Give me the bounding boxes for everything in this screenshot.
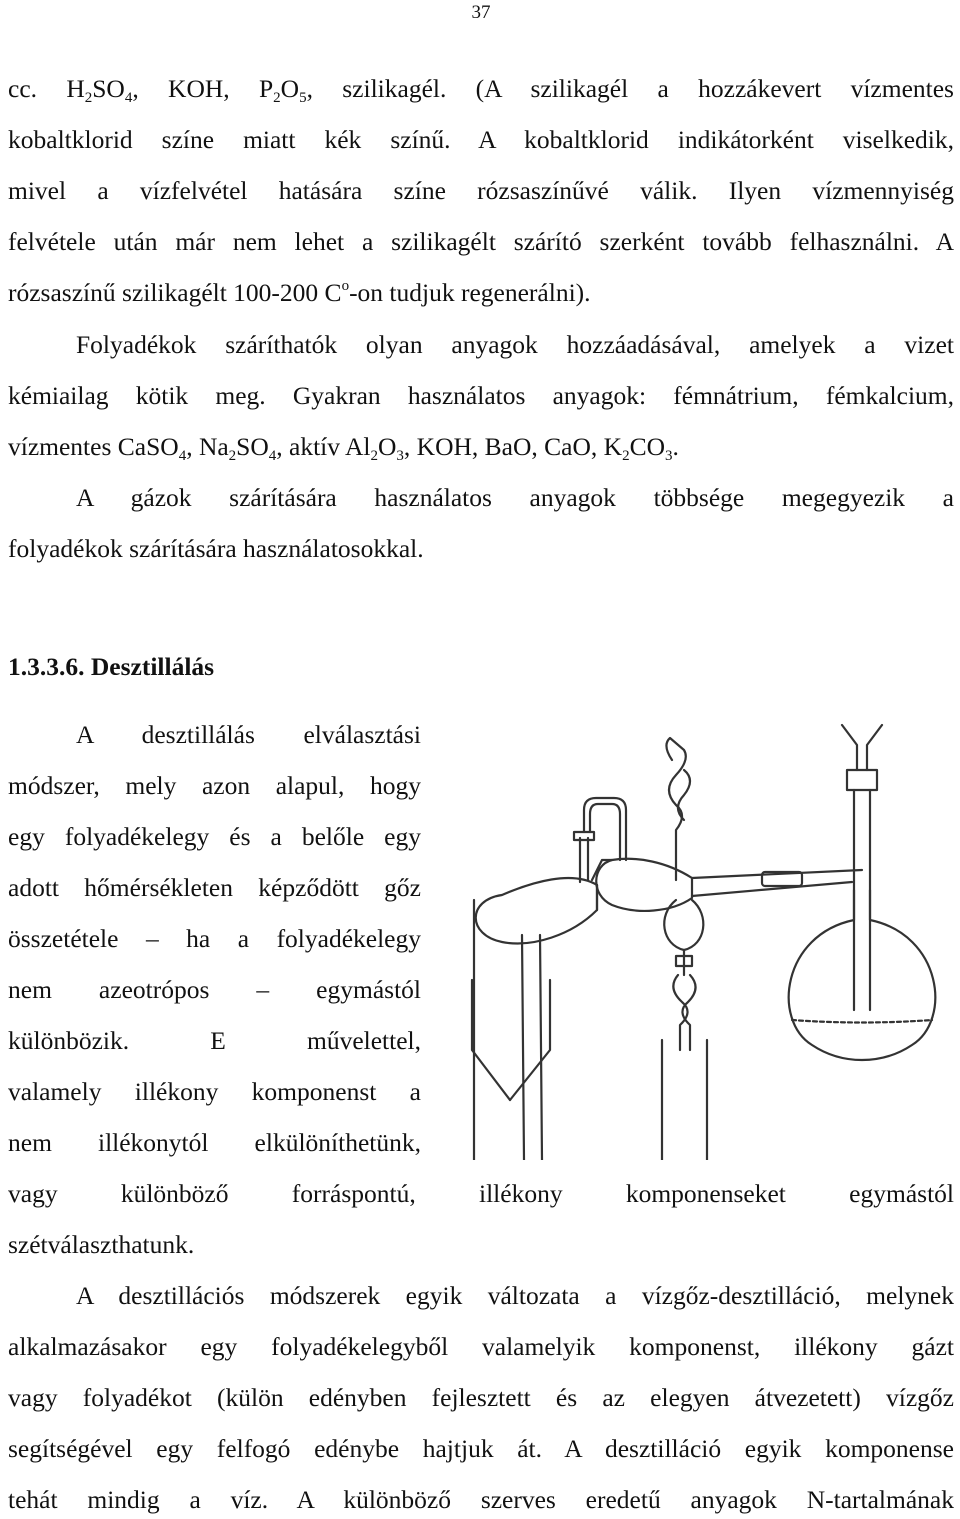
text-line: adott hőmérsékleten képződött gőz — [8, 873, 421, 902]
text-line: kémiailag kötik meg. Gyakran használatos anyagok: fémnátrium, fémkalcium, — [8, 381, 954, 410]
text-line: nem illékonytól elkülöníthetünk, — [8, 1128, 421, 1157]
distillation-apparatus-figure — [462, 720, 952, 1160]
text-line: A desztillálás elválasztási — [76, 720, 421, 749]
text-line: felvétele után már nem lehet a szilikagélt szárító szerként tovább felhasználni. A — [8, 227, 954, 256]
receiving-flask — [789, 890, 936, 1060]
text-line: szétválaszthatunk. — [8, 1230, 195, 1259]
text-line: kobaltklorid színe miatt kék színű. A kobaltklorid indikátorként viselkedik, — [8, 125, 954, 154]
connecting-tube — [584, 798, 626, 860]
text-line: A desztillációs módszerek egyik változata a vízgőz-desztilláció, melynek — [76, 1281, 954, 1310]
text-line: tehát mindig a víz. A különböző szerves eredetű anyagok N-tartalmának — [8, 1485, 954, 1514]
support-stand — [474, 900, 542, 1160]
distilling-flask — [596, 859, 862, 911]
text-line: vízmentes CaSO$_4$, $Na_2SO_4$, aktív $Al_2O_3$, KOH, BaO, CaO, $K_2CO_3$. — [8, 432, 679, 464]
section-heading: 1.3.3.6. Desztillálás — [8, 652, 215, 681]
text-line: vagy különböző forráspontú, illékony komponenseket egymástól — [8, 1179, 954, 1208]
text-line: különbözik. E művelettel, — [8, 1026, 421, 1055]
text-line: vagy folyadékot (külön edényben fejlesztett és az elegyen átvezetett) vízgőz — [8, 1383, 954, 1412]
text-line: egy folyadékelegy és a belőle egy — [8, 822, 421, 851]
text-line: mivel a vízfelvétel hatására színe rózsaszínűvé válik. Ilyen vízmennyiség — [8, 176, 954, 205]
text-line: A gázok szárítására használatos anyagok többsége megegyezik a — [76, 483, 954, 512]
text-line: alkalmazásakor egy folyadékelegyből valamelyik komponenst, illékony gázt — [8, 1332, 954, 1361]
text-line: segítségével egy felfogó edénybe hajtjuk át. A desztilláció egyik komponense — [8, 1434, 954, 1463]
text-line: Folyadékok száríthatók olyan anyagok hozzáadásával, amelyek a vizet — [76, 330, 954, 359]
text-line: rózsaszínű szilikagélt 100-200 $C^o-on$ tudjuk regenerálni). — [8, 278, 591, 307]
text-line: nem azeotrópos – egymástól — [8, 975, 421, 1004]
text-line: módszer, mely azon alapul, hogy — [8, 771, 421, 800]
text-line: összetétele – ha a folyadékelegy — [8, 924, 421, 953]
page-number: 37 — [471, 2, 491, 23]
erlenmeyer-flask — [472, 980, 550, 1100]
separatory-funnel — [662, 738, 707, 1160]
retort-flask — [476, 832, 612, 943]
condenser — [762, 725, 882, 1010]
text-line: folyadékok szárítására használatosokkal. — [8, 534, 424, 563]
text-line: cc. $H_2SO_4$, KOH, $P_2O_5$, szilikagél. (A szilikagél a hozzákevert vízmentes — [8, 74, 954, 106]
text-line: valamely illékony komponenst a — [8, 1077, 421, 1106]
